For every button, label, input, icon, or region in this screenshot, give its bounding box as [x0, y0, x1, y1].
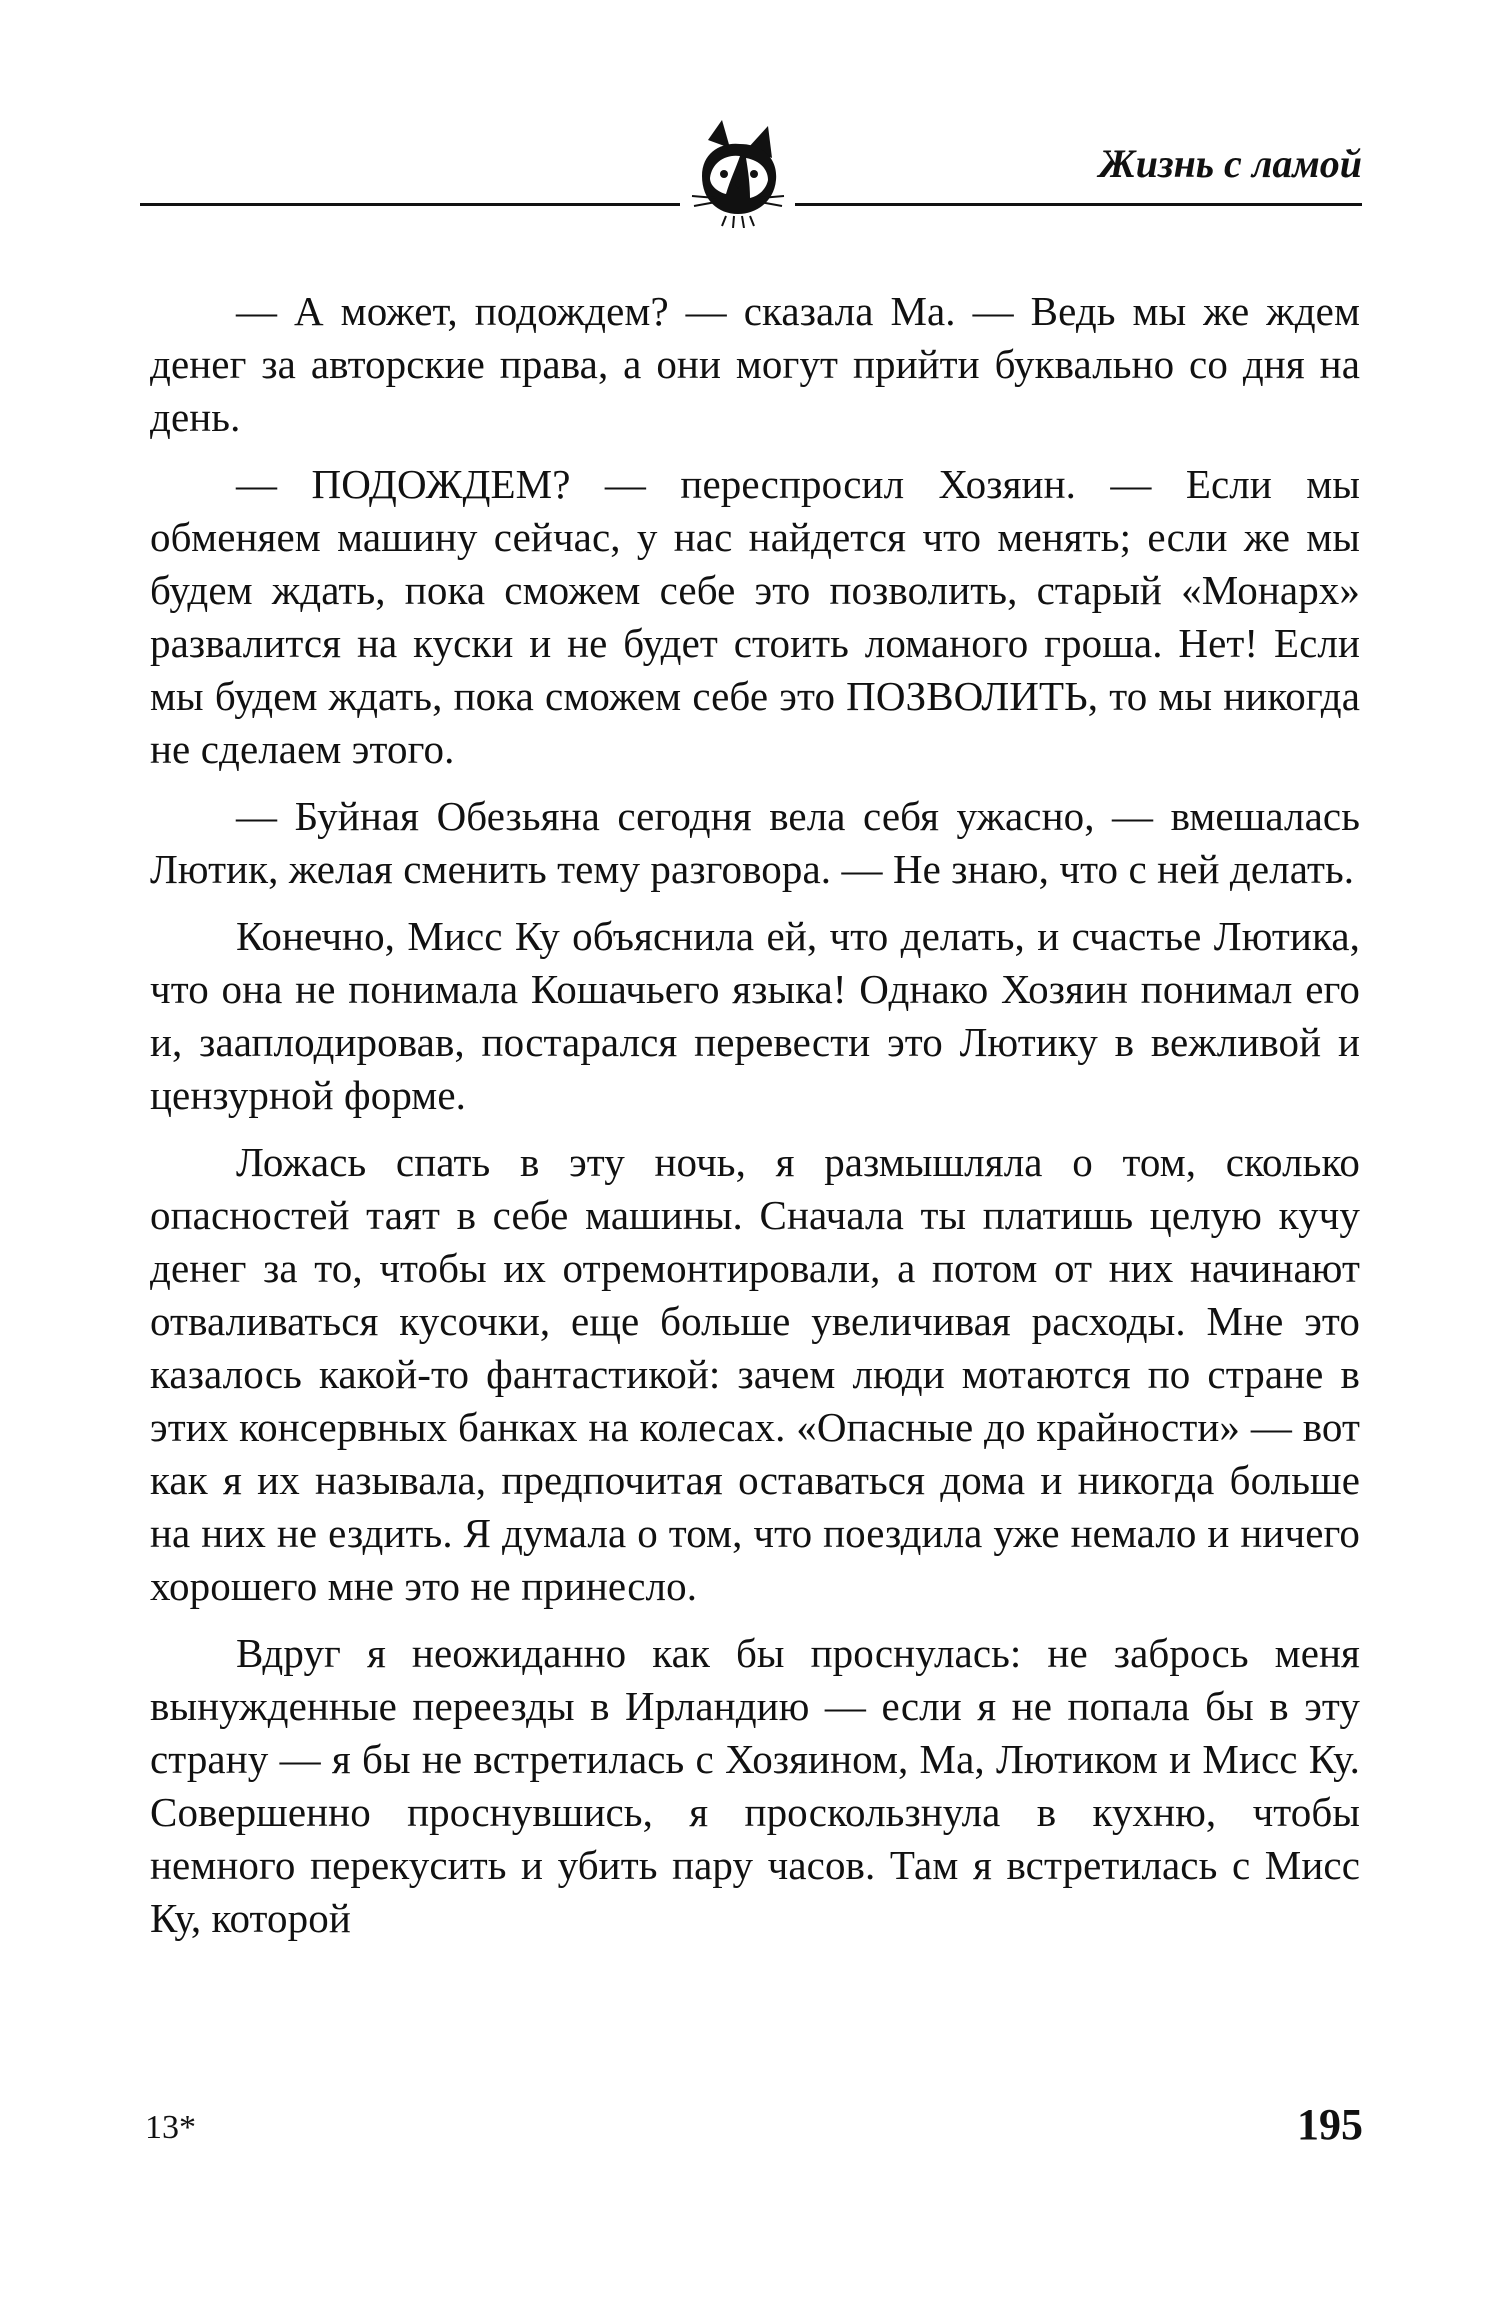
paragraph: — А может, подождем? — сказала Ма. — Ведь мы же ждем денег за авторские права, а они могут прийти буквально со дня на день. — [150, 288, 1360, 440]
body-text — [150, 285, 1360, 1959]
signature-mark: 13* — [145, 2109, 196, 2146]
header-rule-right — [795, 203, 1362, 206]
paragraph: Ложась спать в эту ночь, я размышляла о том, сколько опасностей таят в себе машины. Сначала ты платишь целую кучу денег за то, чтобы их отремонтировали, а потом от них начинают отваливаться кусочки, еще больше увеличивая расходы. Мне это казалось какой-то фантастикой: зачем люди мотаются по стране в этих консервных банках на колесах. «Опасные до крайности» — вот как я их называла, предпочитая оставаться дома и никогда больше на них не ездить. Я думала о том, что поездила уже немало и ничего хорошего мне это не принесло. — [150, 1139, 1360, 1609]
paragraph: Вдруг я неожиданно как бы проснулась: не забрось меня вынужденные переезды в Ирландию — если я не попала бы в эту страну — я бы не встретилась с Хозяином, Ма, Лютиком и Мисс Ку. Совершенно проснувшись, я проскользнула в кухню, чтобы немного перекусить и убить пару часов. Там я встретилась с Мисс Ку, которой — [150, 1630, 1360, 1941]
header-rule-left — [140, 203, 680, 206]
running-title: Жизнь с ламой — [1099, 141, 1362, 186]
paragraph: Конечно, Мисс Ку объяснила ей, что делать, и счастье Лютика, что она не понимала Кошачьего языка! Однако Хозяин понимал его и, зааплодировав, постарался перевести это Лютику в вежливой и цензурной форме. — [150, 913, 1360, 1118]
paragraph: — Буйная Обезьяна сегодня вела себя ужасно, — вмешалась Лютик, желая сменить тему разговора. — Не знаю, что с ней делать. — [150, 793, 1360, 892]
cat-head-icon — [686, 118, 791, 228]
page-header — [140, 118, 1362, 228]
page-number: 195 — [1297, 2100, 1363, 2149]
paragraph: — ПОДОЖДЕМ? — переспросил Хозяин. — Если мы обменяем машину сейчас, у нас найдется что менять; если же мы будем ждать, пока сможем себе это позволить, старый «Монарх» развалится на куски и не будет стоить ломаного гроша. Нет! Если мы будем ждать, пока сможем себе это ПОЗВОЛИТЬ, то мы никогда не сделаем этого. — [150, 461, 1360, 772]
